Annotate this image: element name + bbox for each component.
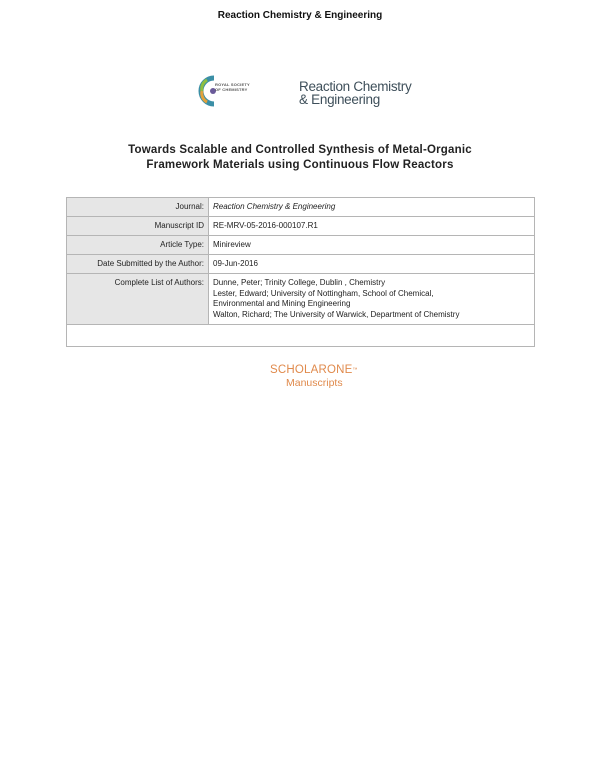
rsc-line-2: OF CHEMISTRY xyxy=(215,86,248,92)
running-header: Reaction Chemistry & Engineering xyxy=(217,10,383,21)
journal-logo-line-2: & Engineering xyxy=(299,92,380,107)
journal-label: Journal: xyxy=(67,198,209,217)
scholarone-logo xyxy=(270,364,358,376)
journal-logo xyxy=(299,80,411,106)
article-type-label: Article Type: xyxy=(67,236,209,255)
table-row-empty xyxy=(67,325,535,347)
paper-title xyxy=(80,143,520,172)
author-line: Walton, Richard; The University of Warwick, Department of Chemistry xyxy=(213,309,460,319)
author-line: Environmental and Mining Engineering xyxy=(213,299,351,308)
manuscript-metadata-table xyxy=(66,197,535,347)
author-line: Dunne, Peter; Trinity College, Dublin , Chemistry xyxy=(213,278,386,287)
journal-value: Reaction Chemistry & Engineering xyxy=(209,198,535,217)
manuscript-id-label: Manuscript ID xyxy=(67,217,209,236)
trademark-mark: ™ xyxy=(352,367,358,373)
paper-title-line-2: Framework Materials using Continuous Flow Reactors xyxy=(146,158,454,171)
table-row xyxy=(67,236,535,255)
table-row xyxy=(67,255,535,274)
empty-cell xyxy=(67,325,535,347)
author-line: Lester, Edward; University of Nottingham, School of Chemical, xyxy=(213,288,434,298)
date-submitted-label: Date Submitted by the Author: xyxy=(67,255,209,274)
rsc-wordmark xyxy=(215,83,250,92)
table-row xyxy=(67,198,535,217)
one-word: ONE xyxy=(327,364,353,376)
rsc-line-1: ROYAL SOCIETY xyxy=(215,82,250,87)
manuscripts-word: Manuscripts xyxy=(286,377,343,389)
paper-title-line-1: Towards Scalable and Controlled Synthesis of Metal-Organic xyxy=(128,144,472,156)
authors-value xyxy=(209,274,535,325)
authors-label: Complete List of Authors: xyxy=(67,274,209,325)
journal-logo-line-1: Reaction Chemistry xyxy=(299,79,412,94)
scholar-word: SCHOLAR xyxy=(270,364,327,376)
date-submitted-value: 09-Jun-2016 xyxy=(209,255,535,274)
article-type-value: Minireview xyxy=(209,236,535,255)
manuscript-id-value: RE-MRV-05-2016-000107.R1 xyxy=(209,217,535,236)
rsc-logo xyxy=(197,74,255,114)
table-row xyxy=(67,217,535,236)
table-row xyxy=(67,274,535,325)
